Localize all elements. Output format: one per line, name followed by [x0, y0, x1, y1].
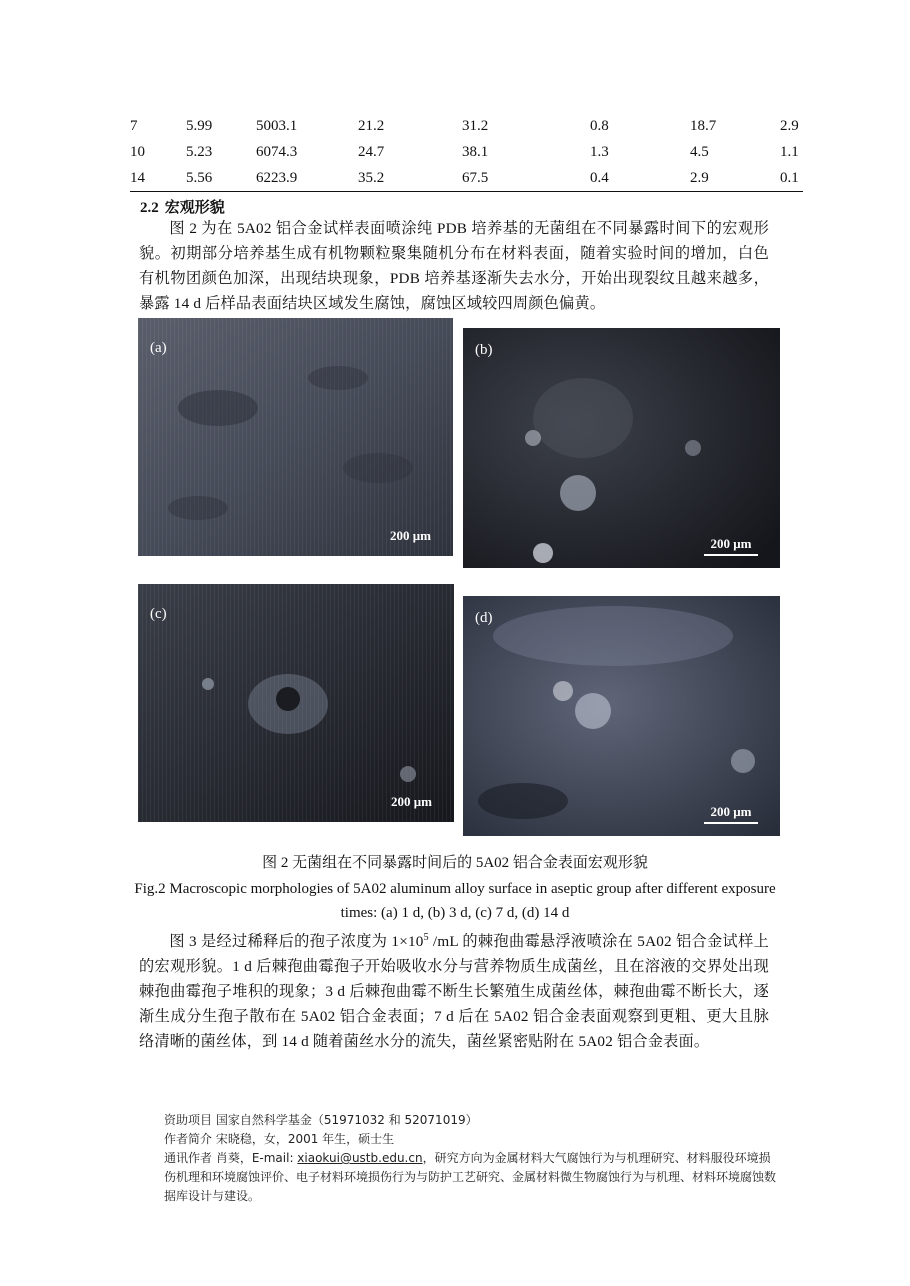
table-row — [130, 113, 803, 139]
table-cell: 6074.3 — [256, 143, 298, 160]
table-cell: 5.56 — [186, 165, 256, 192]
figure-a-image — [138, 318, 453, 556]
table-row — [130, 139, 803, 165]
table-cell: 5.99 — [186, 117, 213, 134]
table-cell: 21.2 — [358, 117, 385, 134]
table-cell: 0.8 — [590, 117, 609, 134]
table-cell: 35.2 — [358, 165, 462, 192]
table-cell: 67.5 — [462, 165, 590, 192]
figure-b-image — [463, 328, 780, 568]
figure-b-scale-bar — [704, 536, 758, 556]
paragraph-2 — [139, 925, 769, 1054]
figure-caption-cn: 图 2 无菌组在不同暴露时间后的 5A02 铝合金表面宏观形貌 — [262, 855, 648, 871]
paragraph-2-after: /mL 的棘孢曲霉悬浮液喷涂在 5A02 铝合金试样上的宏观形貌。1 d 后棘孢曲霉孢子开始吸收水分与营养物质生成菌丝，且在溶液的交界处出现棘孢曲霉孢子堆积的现象；3 d 后棘孢曲霉不断生长繁殖生成菌丝体，棘孢曲霉不断长大，逐渐生成分生孢子散布在 5A02 铝合金表面；7 d 后在 5A02 铝合金表面观察到更粗、更大且脉络清晰的菌丝体，到 14 d 随着菌丝水分的流失，菌丝紧密贴附在 5A02 铝合金表面。 — [139, 933, 769, 1051]
table-cell: 7 — [130, 117, 138, 134]
paragraph-2-before: 图 3 是经过稀释后的孢子浓度为 1×10 — [169, 933, 424, 951]
table-cell: 5.23 — [186, 143, 213, 160]
paragraph-1 — [139, 216, 769, 316]
figure-c-scale-text: 200 μm — [391, 794, 432, 809]
table-cell: 10 — [130, 143, 145, 160]
footnote-corr-prefix: 通讯作者 肖葵，E-mail: — [164, 1151, 298, 1165]
footnotes — [140, 1111, 780, 1206]
table-cell: 18.7 — [690, 117, 717, 134]
table-cell: 14 — [130, 165, 186, 192]
figure-b-label: (b) — [475, 342, 493, 358]
table-cell: 38.1 — [462, 143, 489, 160]
footnote-funding: 资助项目 国家自然科学基金（51971032 和 52071019） — [164, 1113, 478, 1127]
table-row — [130, 165, 803, 192]
figure-c-image — [138, 584, 454, 822]
table-cell: 31.2 — [462, 117, 489, 134]
table-cell: 1.1 — [780, 143, 799, 160]
figure-d-scale-text: 200 μm — [710, 804, 752, 819]
figure-c-scale-bar — [391, 794, 432, 810]
figure-a-scale-bar — [390, 528, 431, 544]
footnote-corr-suffix: ，研究方向为金属材料大气腐蚀行为与机理研究、材料服役环境损伤机理和环境腐蚀评价、电子材料环境损伤行为与防护工艺研究、金属材料微生物腐蚀行为与机理、材料环境腐蚀数据库设计与建设。 — [164, 1151, 777, 1203]
section-heading — [140, 196, 225, 217]
figure-d-label: (d) — [475, 610, 493, 626]
paragraph-1-text: 图 2 为在 5A02 铝合金试样表面喷涂纯 PDB 培养基的无菌组在不同暴露时间下的宏观形貌。初期部分培养基生成有机物颗粒聚集随机分布在材料表面，随着实验时间的增加，白色有机物团颜色加深，出现结块现象，PDB 培养基逐渐失去水分，开始出现裂纹且越来越多，暴露 14 d 后样品表面结块区域发生腐蚀，腐蚀区域较四周颜色偏黄。 — [139, 220, 769, 312]
table-cell: 1.3 — [590, 143, 609, 160]
figure-d-image — [463, 596, 780, 836]
table-cell: 6223.9 — [256, 165, 358, 192]
table-cell: 24.7 — [358, 143, 385, 160]
figure-d-scale-bar — [704, 804, 758, 824]
table-cell: 2.9 — [690, 165, 780, 192]
footnote-author: 作者简介 宋晓稳，女，2001 年生，硕士生 — [164, 1132, 395, 1146]
footnote-corresponding — [140, 1149, 780, 1206]
corresponding-email-link[interactable]: xiaokui@ustb.edu.cn — [297, 1151, 423, 1165]
section-title: 宏观形貌 — [164, 200, 225, 216]
figure-a-label: (a) — [150, 340, 167, 356]
table-cell: 0.1 — [780, 165, 803, 192]
table-cell: 2.9 — [780, 117, 799, 134]
table-cell: 4.5 — [690, 143, 709, 160]
figure-c-label: (c) — [150, 606, 167, 622]
table-cell: 0.4 — [590, 165, 690, 192]
data-table-fragment — [130, 113, 803, 192]
section-number: 2.2 — [140, 200, 159, 216]
figure-a-scale-text: 200 μm — [390, 528, 431, 543]
figure-b-scale-text: 200 μm — [710, 536, 752, 551]
figure-caption-en: Fig.2 Macroscopic morphologies of 5A02 aluminum alloy surface in aseptic group after different exposure times: (a) 1 d, (b) 3 d, (c) 7 d, (d) 14 d — [134, 881, 776, 921]
table-cell: 5003.1 — [256, 117, 298, 134]
paragraph-2-text — [139, 925, 769, 1054]
paragraph-2-sup: 5 — [423, 932, 429, 943]
